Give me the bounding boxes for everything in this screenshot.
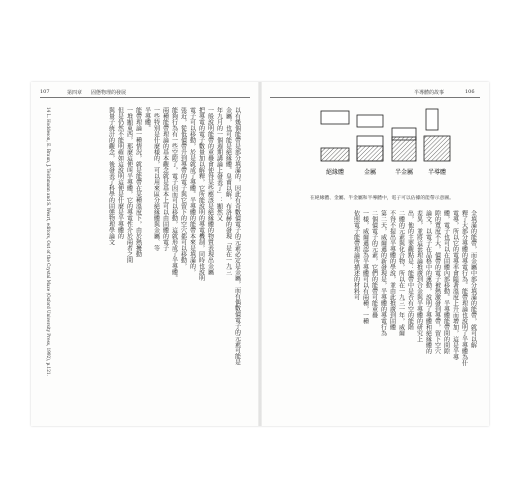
- text-column: 差異，並將這套理論推廣到合金與半導體的研究上: [415, 210, 423, 342]
- text-column: 體，電子也可以在固體內部移動。半導體能帶間的間隙: [442, 210, 450, 354]
- text-column: 出，他的主要觀點是：能帶中是否有空的能階: [406, 210, 414, 330]
- left-page: [31, 82, 260, 426]
- label-metal: 金屬: [363, 169, 377, 176]
- insulator-conduction-band: [321, 111, 349, 124]
- text-column: 能帶理論一種情況，就是能帶在某種溫度下，由於熱擾動: [134, 107, 142, 257]
- footnote: 14 L. Hoddeson, E. Braun, J. Teichmann and S. Weart, editors, Out of the Crystal Maze (Oxford University Press, 1992), p.121.: [46, 107, 51, 376]
- metal-upper-band: [357, 115, 383, 127]
- text-column: 但是仍然不能明確如這說明這便是什麼是半導體的: [116, 107, 124, 239]
- text-column: 二個價電子的元素，它們的能帶可能重疊: [370, 210, 378, 318]
- text-column: 二體的元素與化合物，所以在一九三一年，威爾: [397, 210, 405, 336]
- text-column: 把導電的電子數量加以解釋，它所能說明的導電機制，同時也說明: [197, 107, 205, 281]
- text-column: 兩種能帶理論的基本觀念就是基本上可以由固體的電子: [161, 107, 169, 251]
- page-number-right: 106: [465, 89, 475, 95]
- text-column: 金屬，也可能是絕緣體。皇甫以解，布洛赫的發現「是在一九三: [224, 107, 232, 275]
- header-rule-left: [40, 97, 250, 98]
- label-semimetal: 半金屬: [394, 169, 414, 176]
- semiconductor-valence-band: [424, 136, 450, 161]
- text-column: 一些特別是什麼樣的，可以用來區分絕緣體與金屬、等: [152, 107, 160, 251]
- metal-partial-band-filled: [357, 146, 383, 161]
- text-column: 與量子統計的觀念，後發表了科學的固態物理學論文: [107, 107, 115, 245]
- running-title: 半導體的故事: [414, 90, 445, 96]
- band-diagram: [312, 106, 460, 188]
- page-number-left: 107: [40, 89, 50, 95]
- right-page: [260, 82, 489, 426]
- chapter-label: 第四章: [67, 90, 83, 96]
- text-column: 一般說明能帶的重疊會使得某些應該是絕緣體的物質表現出金屬: [206, 107, 214, 275]
- text-column: 依照電子能帶理論所描述的材料可: [352, 210, 360, 300]
- text-column: 以有幾個能帶是部分填滿的，因此有奇數價電子的元素必定是金屬，而有偶數價電子的元素可能是: [233, 107, 241, 365]
- text-column: 電子可以移動，於是就成了導體。半導體的能帶本來是填滿的，: [188, 107, 196, 275]
- text-column: 第二天，威爾遜的新發現是，半導體的導電行為: [379, 210, 387, 336]
- text-column: 一堆顯東西，那麼這便叫半導體，它的導電性介於兩者之間: [125, 107, 133, 263]
- text-column: 論文，以電子在晶格中的運動，說明了導體和絕緣體的: [424, 210, 432, 354]
- text-column: 一樣，威爾遜認為半導體可以有兩種，一種: [361, 210, 369, 324]
- text-column: 全填滿的能帶，而金屬中部分填滿的能帶，就可以解: [469, 210, 477, 348]
- chapter-title: 固態物理的發展: [91, 90, 127, 96]
- figure-caption: 在絕緣體、金屬、半金屬和半導體中，電子可以佔據的能帶示意圖。: [310, 196, 454, 201]
- text-column: 釋了大部分導體的導電行為。能帶理論也說明了半導體為什: [460, 210, 468, 366]
- text-column: 隙的寬度不大，價帶的電子被熱激發到導帶，留下空穴: [433, 210, 441, 354]
- text-column: 年九月的一個週期講論上發表了」：顯然又: [215, 107, 223, 221]
- semimetal-lower-band: [392, 137, 416, 161]
- insulator-valence-band: [321, 148, 349, 161]
- text-column: 張近，從低價帶升到導帶的電子與它留下的空穴都可以移動，: [179, 107, 187, 269]
- text-column: 能夠行為有一些空隙了，電子因而可以移動，這就形成了半導體。: [170, 107, 178, 281]
- label-semiconductor: 半導體: [427, 169, 447, 176]
- text-column: 電導，所以它的電導率會隨著溫度上升而增加，這是半導: [451, 210, 459, 360]
- text-column: 不得不提出半導體的學說，並由此推廣到固體: [388, 210, 396, 330]
- header-rule-right: [270, 97, 480, 98]
- text-column: 半導體。: [143, 107, 151, 131]
- label-insulator: 絕緣體: [325, 169, 345, 176]
- book-spread: [31, 82, 489, 426]
- semiconductor-conduction-band: [426, 109, 438, 130]
